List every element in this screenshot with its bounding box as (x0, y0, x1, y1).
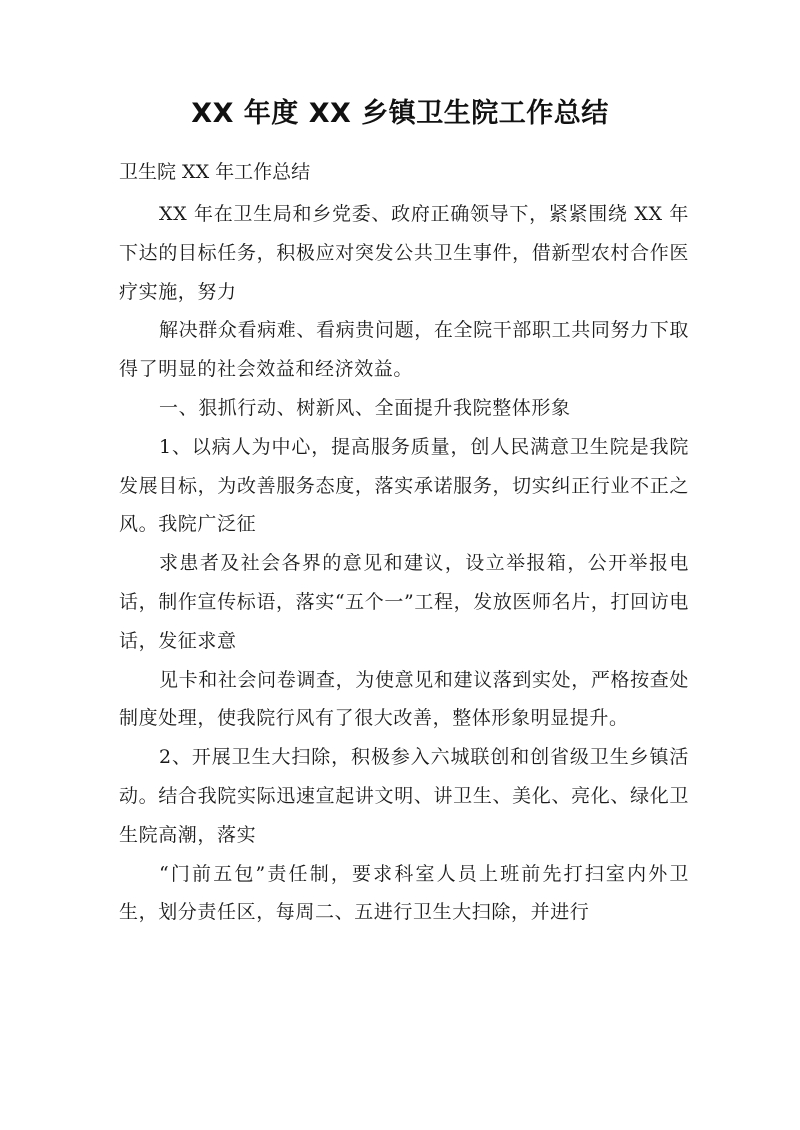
paragraph: 见卡和社会问卷调查，为使意见和建议落到实处，严格按查处制度处理，使我院行风有了很大改善，整体形象明显提升。 (119, 668, 689, 730)
paragraph: 1、以病人为中心，提高服务质量，创人民满意卫生院是我院发展目标，为改善服务态度，落实承诺服务，切实纠正行业不正之风。我院广泛征 (119, 435, 689, 536)
paragraph: 解决群众看病难、看病贵问题，在全院干部职工共同努力下取得了明显的社会效益和经济效益。 (119, 319, 689, 381)
paragraph: XX 年在卫生局和乡党委、政府正确领导下，紧紧围绕 XX 年下达的目标任务，积极应对突发公共卫生事件，借新型农村合作医疗实施，努力 (119, 203, 689, 303)
section-heading: 一、狠抓行动、树新风、全面提升我院整体形象 (159, 396, 571, 419)
paragraph: 2、开展卫生大扫除，积极参入六城联创和创省级卫生乡镇活动。结合我院实际迅速宣起讲文明、讲卫生、美化、亮化、绿化卫生院高潮，落实 (119, 746, 689, 846)
document-title: XX 年度 XX 乡镇卫生院工作总结 (191, 98, 609, 129)
document-subtitle: 卫生院 XX 年工作总结 (119, 161, 311, 183)
paragraph: “门前五包”责任制，要求科室人员上班前先打扫室内外卫生，划分责任区，每周二、五进行卫生大扫除，并进行 (119, 862, 689, 924)
document-body (119, 195, 689, 932)
paragraph: 求患者及社会各界的意见和建议，设立举报箱，公开举报电话，制作宣传标语，落实“五个一”工程，发放医师名片，打回访电话，发征求意 (119, 552, 689, 652)
